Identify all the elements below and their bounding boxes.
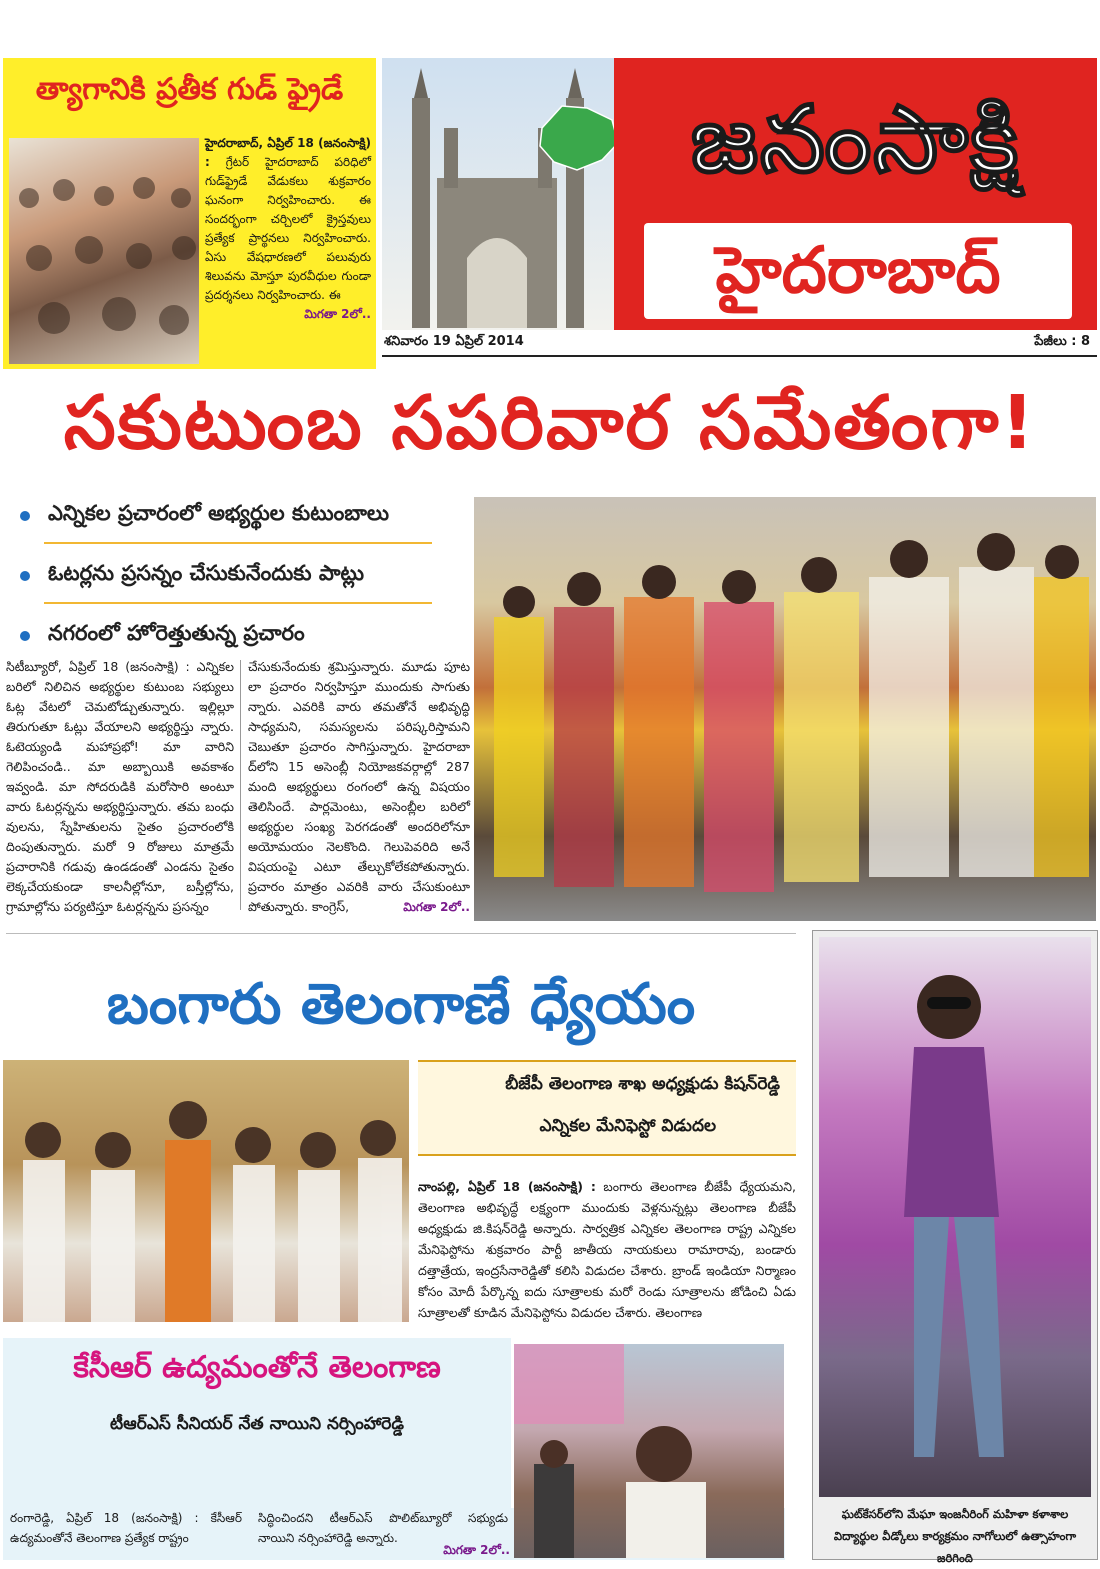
- trs-article-col2: సిద్ధించిందని టీఆర్ఎస్ పొలిట్‌బ్యూరో సభ్యుడు నాయిని నర్సింహారెడ్డి అన్నారు.: [258, 1511, 508, 1545]
- dance-photo-frame: [812, 930, 1098, 1565]
- trs-subhead: టీఆర్ఎస్ సీనియర్ నేత నాయిని నర్సింహారెడ్డి: [110, 1414, 404, 1434]
- bjp-headline: బంగారు తెలంగాణే ధ్యేయం: [106, 972, 696, 1037]
- lead-bullet-3: [20, 616, 432, 656]
- edition-box: [644, 223, 1072, 319]
- masthead-image: [382, 58, 614, 330]
- bullet-dot-icon: [20, 511, 30, 521]
- masthead-banner: [614, 58, 1097, 330]
- good-friday-more-link[interactable]: మిగతా 2లో..: [304, 307, 371, 321]
- lead-bullet-1-text: ఎన్నికల ప్రచారంలో అభ్యర్థుల కుటుంబాలు: [48, 501, 389, 525]
- bjp-subhead-1: బీజేపీ తెలంగాణ శాఖ అధ్యక్షుడు కిషన్‌రెడ్డి: [505, 1074, 780, 1094]
- masthead-page-count: పేజీలు : 8: [1034, 334, 1090, 349]
- trs-panel: [3, 1338, 511, 1508]
- bjp-manifesto-photo: [3, 1060, 409, 1322]
- good-friday-dateline: హైదరాబాద్, ఏప్రిల్ 18 (జనంసాక్షి) :: [205, 136, 371, 169]
- trs-headline: కేసీఆర్ ఉద్యమంతోనే తెలంగాణ: [73, 1350, 441, 1385]
- bjp-article: [418, 1176, 796, 1336]
- edition-name: హైదరాబాద్: [715, 234, 1001, 308]
- trs-article-col1: రంగారెడ్డి, ఏప్రిల్ 18 (జనంసాక్షి) : కేసీఆర్ ఉద్యమంతోనే తెలంగాణ ప్రత్యేక రాష్ట్రం: [10, 1511, 242, 1545]
- section-divider: [6, 933, 796, 934]
- lead-bullet-2-text: ఓటర్లను ప్రసన్నం చేసుకునేందుకు పాట్లు: [48, 561, 364, 585]
- trs-leader-photo: [514, 1344, 784, 1558]
- dancer-image-icon: [819, 937, 1091, 1497]
- telangana-map-icon: [532, 98, 622, 178]
- lead-bullet-2: [20, 556, 432, 596]
- good-friday-article: [205, 134, 371, 324]
- good-friday-body: గ్రేటర్ హైదరాబాద్ పరిధిలో గుడ్‌ఫ్రైడే వేడుకలు శుక్రవారం ఘనంగా నిర్వహించారు. ఈ సందర్భంగా చర్చిలలో క్రైస్తవులు ప్రత్యేక ప్రార్థనలు నిర్వహించారు. ఏసు వేషధారణలో పలువురు శిలువను మోస్తూ పురవీధుల గుండా ప్రదర్శనలు నిర్వహించారు. ఈ: [205, 155, 371, 302]
- lead-bullet-1: [20, 496, 432, 536]
- bjp-body: బంగారు తెలంగాణ బీజేపీ ధ్యేయమని, తెలంగాణ అభివృద్ధే లక్ష్యంగా ముందుకు వెళ్లనున్నట్లు తెలంగాణ బీజేపీ అధ్యక్షుడు జి.కిషన్‌రెడ్డి అన్నారు. సార్వత్రిక ఎన్నికల తెలంగాణ రాష్ట్ర ఎన్నికల మేనిఫెస్టోను శుక్రవారం పార్టీ జాతీయ నాయకులు రామారావు, బండారు దత్తాత్రేయ, ఇంద్రసేనారెడ్డితో కలిసి విడుదల చేశారు. బ్రాండ్ ఇండియా నిర్మాణం కోసం మోదీ పేర్కొన్న ఐదు సూత్రాలకు మరో రెండు సూత్రాలను జోడించి ఏడు సూత్రాలతో కూడిన మేనిఫెస్టోను విడుదల చేశారు. తెలంగాణ: [418, 1179, 796, 1320]
- masthead-date: శనివారం 19 ఏప్రిల్ 2014: [384, 334, 524, 349]
- bullet-divider: [44, 542, 432, 544]
- bjp-dateline: నాంపల్లి, ఏప్రిల్ 18 (జనంసాక్షి) :: [418, 1179, 596, 1194]
- lead-bullets: [20, 496, 432, 656]
- good-friday-title: త్యాగానికి ప్రతీక గుడ్ ఫ్రైడే: [35, 72, 344, 107]
- good-friday-panel: [3, 58, 376, 369]
- lead-headline: సకుటుంబ సపరివార సమేతంగా!: [63, 380, 1037, 466]
- lead-bullet-3-text: నగరంలో హోరెత్తుతున్న ప్రచారం: [48, 621, 305, 645]
- lead-article-col1: సిటీబ్యూరో, ఏప్రిల్ 18 (జనంసాక్షి) : ఎన్నికల బరిలో నిలిచిన అభ్యర్థుల కుటుంబ సభ్యులు ఓట్ల వేటలో చెమటోడ్చుతున్నారు. ఇల్లిల్లూ తిరుగుతూ ఓట్లు వేయాలని అభ్యర్థిస్తు న్నారు. ఓటెయ్యండి మహాప్రభో! మా వారిని గెలిపించండి.. మా అబ్బాయికి అవకాశం ఇవ్వండి. మా సోదరుడికి మరోసారి అంటూ వారు ఓటర్లన్నను అభ్యర్థిస్తున్నారు. తమ బంధు వులను, స్నేహితులను సైతం ప్రచారంలోకి దింపుతున్నారు. మరో 9 రోజులు మాత్రమే ప్రచారానికి గడువు ఉండడంతో ఎండను సైతం లెక్కచేయకుండా కాలనీల్లోనూ, బస్తీల్లోను, గ్రామాల్లోను పర్యటిస్తూ ఓటర్లన్నను ప్రసన్నం: [6, 659, 234, 914]
- newspaper-name: జనంసాక్షి: [690, 86, 1021, 193]
- lead-campaign-photo: [474, 497, 1096, 921]
- crowd-image-icon: [9, 138, 199, 364]
- lead-article-col2: చేసుకునేందుకు శ్రమిస్తున్నారు. మూడు పూట లా ప్రచారం నిర్వహిస్తూ ముందుకు సాగుతు న్నారు. ఎవరికి వారు తమతోనే అభివృద్ధి సాధ్యమని, సమస్యలను పరిష్కరిస్తామని చెబుతూ ప్రచారం సాగిస్తున్నారు. హైదరాబా ద్‌లోని 15 అసెంబ్లీ నియోజకవర్గాల్లో 287 మంది అభ్యర్థులు రంగంలో ఉన్న విషయం తెలిసిందే. పార్లమెంటు, అసెంబ్లీల బరిలో అభ్యర్థుల సంఖ్య పెరగడంతో అందరిలోనూ అయోమయం నెలకొంది. గెలుపెవరిది అనే విషయంపై ఎటూ తేల్చుకోలేకపోతున్నారు. ప్రచారం మాత్రం ఎవరికి వారు చేసుకుంటూ పోతున్నారు. కాంగ్రెస్,: [248, 659, 470, 914]
- bullet-divider: [44, 602, 432, 604]
- dance-photo-caption: ఘట్‌కేసర్‌లోని మేఘా ఇంజనీరింగ్ మహిళా కళాశాల విద్యార్థుల వీడ్కోలు కార్యక్రమం నాగోలులో ఉత్సాహంగా జరిగింది: [833, 1507, 1077, 1565]
- masthead-rule: [382, 355, 1097, 357]
- dance-photo: [819, 937, 1091, 1497]
- bullet-dot-icon: [20, 631, 30, 641]
- trs-rally-icon: [514, 1344, 784, 1558]
- bjp-subhead-2: ఎన్నికల మేనిఫెస్టో విడుదల: [539, 1116, 716, 1136]
- leaders-image-icon: [3, 1060, 409, 1322]
- good-friday-photo: [9, 138, 199, 364]
- bullet-dot-icon: [20, 571, 30, 581]
- lead-more-link[interactable]: మిగతా 2లో..: [403, 900, 470, 914]
- bjp-subhead-box: [418, 1060, 796, 1156]
- lead-col-divider: [240, 660, 241, 910]
- campaign-crowd-icon: [474, 497, 1096, 921]
- trs-more-link[interactable]: మిగతా 2లో..: [443, 1543, 510, 1557]
